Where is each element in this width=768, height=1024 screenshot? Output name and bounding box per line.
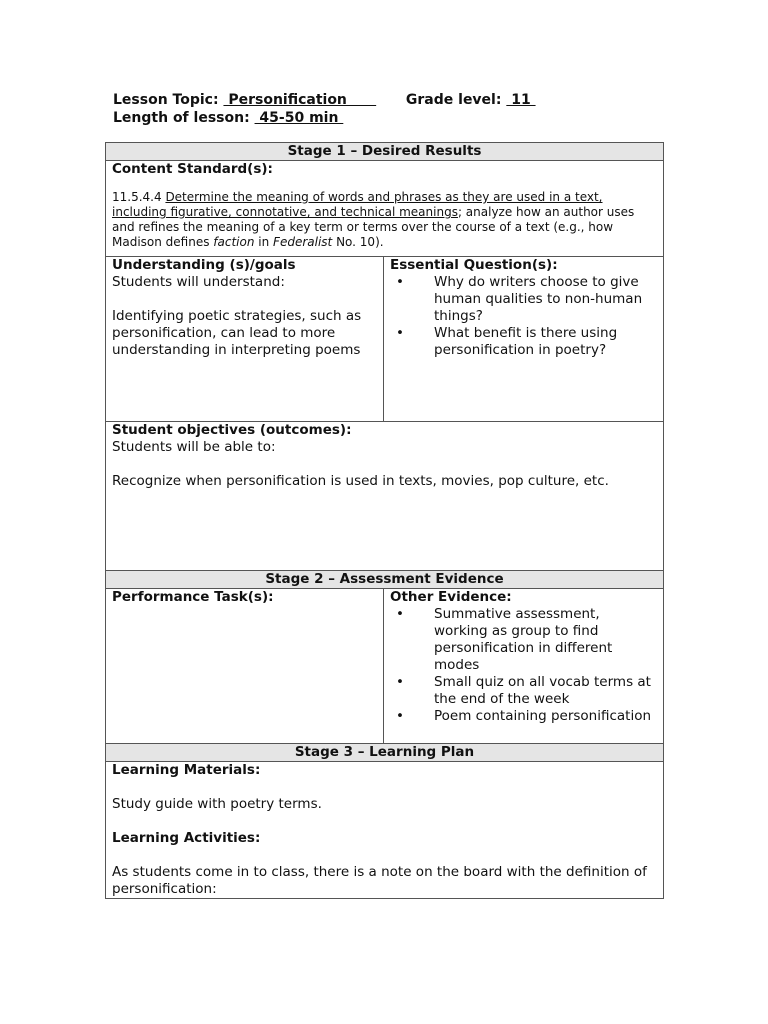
- content-standard-label: Content Standard(s):: [112, 161, 273, 177]
- header-row-1: [113, 91, 536, 109]
- learning-materials-text: Study guide with poetry terms.: [112, 796, 322, 812]
- understanding-label: Understanding (s)/goals: [112, 257, 296, 273]
- list-item: • Poem containing personification: [390, 708, 657, 725]
- list-item: • Summative assessment, working as group to find personification in different modes: [390, 606, 657, 674]
- other-evidence-label: Other Evidence:: [390, 589, 512, 605]
- standard-code: 11.5.4.4: [112, 190, 166, 204]
- learning-activities-label: Learning Activities:: [112, 830, 261, 846]
- header-row-2: [113, 109, 536, 127]
- list-item: • What benefit is there using personification in poetry?: [390, 325, 657, 359]
- other-evidence-cell: [384, 589, 664, 744]
- essential-questions-label: Essential Question(s):: [390, 257, 558, 273]
- performance-task-label: Performance Task(s):: [112, 589, 274, 605]
- essential-questions-cell: [384, 257, 664, 422]
- learning-plan-cell: [106, 762, 664, 899]
- standard-underlined-text: Determine the meaning of words and phrases as they are used in a text, including figurative, connotative, and technical meanings: [112, 190, 603, 219]
- standard-text-a: ; analyze how an author uses and refines the meaning of a key term or terms over the course of a text (e.g., how Madison defines: [112, 205, 635, 249]
- lesson-length-value: 45-50 min: [254, 110, 344, 126]
- grade-level-value: 11: [506, 92, 536, 108]
- performance-task-cell: [106, 589, 384, 744]
- lesson-length-label: Length of lesson:: [113, 110, 250, 126]
- standard-text-c: No. 10).: [332, 235, 384, 249]
- understanding-text: Identifying poetic strategies, such as personification, can lead to more understanding in interpreting poems: [112, 308, 362, 358]
- lesson-plan-table: [105, 142, 664, 899]
- content-standard-cell: [106, 161, 664, 257]
- understanding-intro: Students will understand:: [112, 274, 285, 290]
- list-item: • Why do writers choose to give human qualities to non-human things?: [390, 274, 657, 325]
- understanding-cell: [106, 257, 384, 422]
- objectives-intro: Students will be able to:: [112, 439, 276, 455]
- other-evidence-list: [390, 606, 657, 725]
- stage-1-heading: Stage 1 – Desired Results: [106, 143, 664, 161]
- objectives-label: Student objectives (outcomes):: [112, 422, 352, 438]
- list-item: • Small quiz on all vocab terms at the end of the week: [390, 674, 657, 708]
- stage-2-heading: Stage 2 – Assessment Evidence: [106, 571, 664, 589]
- objectives-cell: [106, 422, 664, 571]
- essential-questions-list: [390, 274, 657, 359]
- stage-3-heading: Stage 3 – Learning Plan: [106, 744, 664, 762]
- lesson-topic-value: Personification: [223, 92, 377, 108]
- standard-italic-faction: faction: [213, 235, 255, 249]
- learning-activities-text: As students come in to class, there is a note on the board with the definition of personification:: [112, 864, 647, 897]
- grade-level-label: Grade level:: [405, 92, 502, 108]
- lesson-topic-label: Lesson Topic:: [113, 92, 219, 108]
- learning-materials-label: Learning Materials:: [112, 762, 261, 778]
- objectives-text: Recognize when personification is used in texts, movies, pop culture, etc.: [112, 473, 609, 489]
- standard-italic-federalist: Federalist: [273, 235, 333, 249]
- lesson-header: [113, 91, 536, 127]
- content-standard-text: [112, 190, 657, 250]
- standard-text-b: in: [254, 235, 274, 249]
